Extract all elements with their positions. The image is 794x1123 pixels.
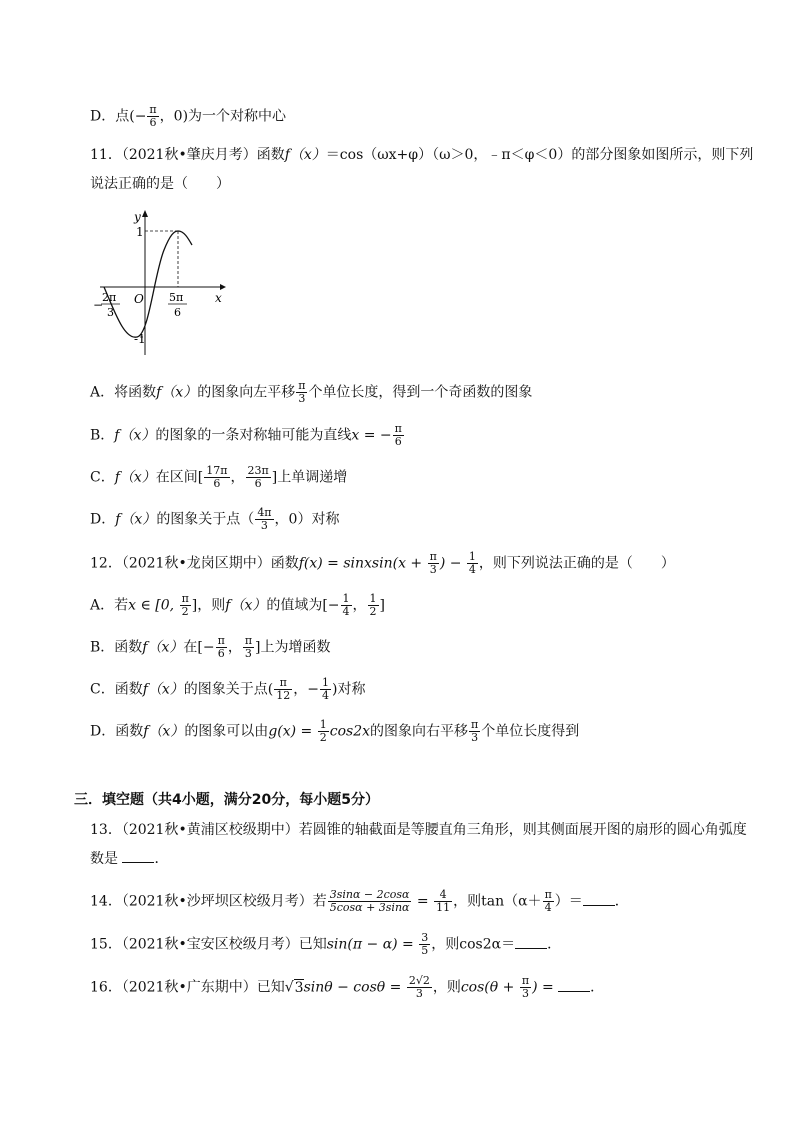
- option-text: 在[−: [183, 639, 215, 656]
- tick-label-neg1: -1: [134, 332, 146, 346]
- fraction: [246, 465, 271, 490]
- numerator: π: [521, 974, 530, 987]
- numerator: 1: [322, 676, 329, 689]
- denominator: 4: [468, 563, 476, 576]
- denominator: 12: [276, 689, 291, 702]
- numerator: 17π: [206, 464, 228, 477]
- math-fx: f（x）: [114, 469, 156, 486]
- numerator: 3sinα − 2cosα: [329, 888, 410, 901]
- numerator: π: [429, 550, 437, 563]
- denominator: 4: [544, 901, 552, 914]
- option-text: A．将函数: [90, 384, 157, 401]
- numerator: π: [217, 634, 225, 647]
- denominator: 3: [260, 519, 268, 532]
- numerator: 1: [319, 718, 327, 731]
- q14: [90, 889, 629, 914]
- q11-stem-line2: [90, 173, 230, 195]
- math-fx: f（x）: [225, 597, 267, 614]
- fraction: [180, 593, 191, 618]
- option-text: 个单位长度，得到一个奇函数的图象: [308, 384, 533, 401]
- denominator: 4: [322, 689, 329, 702]
- numerator: π: [394, 422, 402, 435]
- stem-text: 函数: [256, 147, 285, 163]
- fraction: [328, 889, 412, 914]
- numerator: 3: [421, 931, 429, 944]
- stem-text: 已知: [298, 936, 327, 953]
- fraction: [255, 507, 273, 532]
- denominator: 3: [415, 987, 423, 1000]
- fraction: [368, 593, 379, 618]
- question-number: 11．: [90, 147, 122, 163]
- q11-option-a: [90, 380, 532, 405]
- fraction: [320, 677, 331, 702]
- q11-option-d: [90, 507, 339, 532]
- option-text: D．函数: [90, 723, 144, 740]
- q11-option-b: [90, 423, 405, 448]
- math-fx: f（x）: [114, 427, 156, 444]
- option-text: 的图象关于点(: [183, 681, 274, 698]
- numerator: 23π: [247, 464, 269, 477]
- answer-blank[interactable]: [583, 891, 615, 906]
- fraction: [543, 889, 554, 914]
- question-source: （2021秋•肇庆月考）: [121, 147, 257, 163]
- math-expr: sin(π − α) =: [326, 936, 419, 953]
- q12-option-d: [90, 719, 579, 744]
- fraction: [419, 932, 430, 957]
- question-source: （2021秋•宝安区校级月考）: [121, 936, 299, 953]
- q12-option-a: [90, 593, 385, 618]
- option-text: )对称: [332, 681, 366, 698]
- option-text: ]上为增函数: [255, 639, 331, 656]
- denominator: 6: [213, 477, 221, 490]
- question-source: （2021秋•沙坪坝区校级月考）: [121, 893, 313, 910]
- numerator: π: [149, 103, 157, 116]
- answer-blank[interactable]: [515, 934, 547, 949]
- q12-option-c: [90, 677, 365, 702]
- option-text: 的图象的一条对称轴可能为直线: [155, 427, 352, 444]
- numerator: 4π: [257, 506, 272, 519]
- stem-text: ，则cos2α＝: [431, 936, 516, 953]
- stem-text: ．: [547, 936, 562, 953]
- question-number: 12．: [90, 555, 122, 572]
- stem-text: ，则: [432, 979, 461, 996]
- math-expr: x ∈ [0,: [128, 597, 179, 614]
- question-source: （2021秋•龙岗区期中）: [121, 555, 271, 572]
- option-text: ]上单调递增: [271, 469, 348, 486]
- q12-option-b: [90, 635, 331, 660]
- q10-d-suffix: ，0)为一个对称中心: [159, 108, 287, 125]
- question-number: 15．: [90, 936, 122, 953]
- stem-text: 数是: [90, 851, 118, 867]
- numerator: 1: [468, 550, 476, 563]
- math-expr: cos(θ +: [460, 979, 519, 996]
- numerator: π: [181, 592, 189, 605]
- denominator: 2: [181, 605, 189, 618]
- x-label: x: [215, 291, 222, 305]
- fraction: [147, 104, 158, 129]
- stem-text: ）＝: [554, 893, 583, 910]
- math-expr: =: [412, 893, 434, 910]
- option-text: 在区间[: [155, 469, 204, 486]
- question-source: （2021秋•广东期中）: [121, 979, 257, 996]
- denominator: 5cosα + 3sinα: [329, 901, 410, 914]
- numerator: π: [544, 888, 552, 901]
- sqrt-sign: √: [284, 979, 294, 996]
- math-fx: f（x）: [284, 147, 326, 163]
- stem-text: ．: [154, 851, 169, 867]
- fraction: [467, 551, 478, 576]
- math-fx: f（x）: [156, 384, 198, 401]
- numerator: π: [298, 379, 306, 392]
- stem-text: ．: [614, 893, 629, 910]
- separator: ，−: [293, 681, 319, 698]
- fraction: [434, 889, 452, 914]
- question-source: （2021秋•黄浦区校级期中）: [121, 822, 299, 838]
- tick-label-left-den: 3: [107, 306, 114, 319]
- option-text: B．函数: [90, 639, 143, 656]
- fraction: [341, 593, 352, 618]
- q13-line1: [90, 819, 747, 841]
- q11-cosine-graph: [92, 205, 232, 360]
- stem-text: 若圆锥的轴截面是等腰直角三角形，则其侧面展开图的扇形的圆心角弧度: [298, 822, 747, 838]
- separator: ，: [352, 597, 367, 614]
- denominator: 6: [149, 116, 157, 129]
- option-text: ]: [379, 597, 386, 614]
- numerator: 4: [434, 889, 452, 902]
- math-expr: cos2x: [329, 723, 370, 740]
- denominator: 2: [369, 605, 377, 618]
- denominator: 11: [436, 901, 451, 914]
- q10-d-prefix: D．点(: [90, 108, 135, 125]
- math-fx: f（x）: [115, 511, 157, 528]
- q16: [90, 975, 604, 1000]
- denominator: 6: [254, 477, 262, 490]
- q10-option-d: [90, 104, 286, 129]
- stem-text: 若: [312, 893, 327, 910]
- tick-label-right-num: 5π: [169, 291, 184, 304]
- separator: ，: [230, 469, 245, 486]
- option-text: 的值域为[−: [266, 597, 340, 614]
- denominator: 4: [342, 605, 350, 618]
- separator: ，: [227, 639, 242, 656]
- fraction: [393, 423, 404, 448]
- answer-blank[interactable]: [122, 848, 154, 863]
- origin-label: O: [134, 292, 144, 306]
- option-text: ，0）对称: [274, 511, 340, 528]
- fraction: [204, 465, 229, 490]
- q13-line2: [90, 848, 168, 870]
- option-text: 的图象关于点（: [156, 511, 255, 528]
- stem-text: ，则tan（α＋: [453, 893, 542, 910]
- option-text: A．若: [90, 597, 129, 614]
- stem-text: 说法正确的是（ ）: [90, 176, 230, 192]
- denominator: 3: [521, 987, 529, 1000]
- answer-blank[interactable]: [558, 977, 590, 992]
- option-text: C．: [90, 469, 115, 486]
- option-text: D．: [90, 511, 116, 528]
- option-text: B．: [90, 427, 115, 444]
- fraction: [243, 635, 254, 660]
- math-fx: f（x）: [142, 639, 184, 656]
- y-axis-arrow: [142, 210, 148, 217]
- tick-label-left-num: 2π: [102, 291, 117, 304]
- numerator: π: [274, 677, 292, 690]
- denominator: 3: [298, 392, 306, 405]
- math-fx: f（x）: [143, 723, 185, 740]
- sqrt-radicand: 3: [294, 979, 304, 996]
- question-number: 13．: [90, 822, 122, 838]
- numerator: π: [471, 718, 479, 731]
- cosine-curve: [104, 231, 192, 337]
- q15: [90, 932, 561, 957]
- tick-label-right-den: 6: [174, 306, 181, 319]
- y-label: y: [134, 210, 141, 224]
- math-fx: f（x）: [142, 681, 184, 698]
- option-text: 的图象向左平移: [197, 384, 296, 401]
- denominator: 6: [394, 435, 402, 448]
- option-text: 个单位长度得到: [481, 723, 580, 740]
- stem-text: 已知: [256, 979, 285, 996]
- q11-option-c: [90, 465, 347, 490]
- numerator: π: [244, 634, 253, 647]
- stem-text: 函数: [270, 555, 299, 572]
- math-expr: ) =: [532, 979, 559, 996]
- minus-sign: −: [134, 108, 147, 125]
- denominator: 3: [244, 647, 252, 660]
- stem-text: ．: [590, 979, 605, 996]
- tick-label-1: 1: [136, 225, 144, 239]
- math-expr: g(x) =: [268, 723, 317, 740]
- math-expr: sinθ − cosθ =: [303, 979, 406, 996]
- denominator: 6: [217, 647, 225, 660]
- option-text: 的图象可以由: [184, 723, 269, 740]
- denominator: 2: [319, 731, 327, 744]
- q12-stem: [90, 551, 675, 576]
- denominator: 5: [421, 944, 429, 957]
- stem-text: ，则下列说法正确的是（ ）: [478, 555, 675, 572]
- x-axis-arrow: [220, 284, 226, 290]
- question-number: 16．: [90, 979, 122, 996]
- numerator: 2√2: [408, 974, 430, 987]
- denominator: 3: [471, 731, 479, 744]
- math-expr: ) −: [439, 555, 466, 572]
- fraction: [216, 635, 227, 660]
- option-text: ]，则: [191, 597, 226, 614]
- question-number: 14．: [90, 893, 122, 910]
- numerator: 1: [369, 592, 377, 605]
- section-3-title: 三．填空题（共4小题，满分20分，每小题5分）: [74, 792, 379, 808]
- tick-label-left-minus: −: [93, 298, 104, 312]
- math-expr: x = −: [351, 427, 392, 444]
- numerator: 1: [342, 592, 350, 605]
- fraction: [520, 975, 531, 1000]
- fraction: [407, 975, 432, 1000]
- fraction: [428, 551, 439, 576]
- option-text: 的图象向右平移: [370, 723, 468, 740]
- fraction: [469, 719, 480, 744]
- fraction: [318, 719, 329, 744]
- fraction: [274, 677, 292, 702]
- stem-text: ＝cos（ωx+φ）（ω＞0，﹣π＜φ＜0）的部分图象如图所示，则下列: [325, 147, 754, 163]
- q11-stem-line1: [90, 144, 753, 166]
- option-text: C．函数: [90, 681, 143, 698]
- denominator: 3: [429, 563, 437, 576]
- math-expr: f(x) = sinxsin(x +: [298, 555, 427, 572]
- fraction: [296, 380, 307, 405]
